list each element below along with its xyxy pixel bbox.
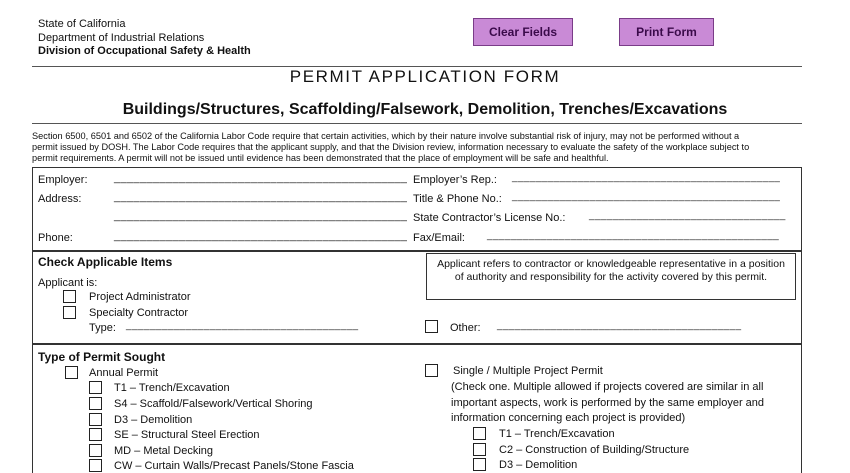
employer-field[interactable]: _____________________________________________	[114, 172, 408, 184]
intro-line: permit requirements. A permit will not be issued until evidence has been demonstrated that the place of employment will be safe and healthful.	[32, 153, 609, 163]
annual-item-label: D3 – Demolition	[114, 414, 193, 426]
address-field[interactable]: _____________________________________________	[114, 191, 408, 203]
phone-field[interactable]: _____________________________________________	[114, 230, 408, 242]
applicant-is-label: Applicant is:	[38, 277, 98, 289]
annual-permit-label: Annual Permit	[89, 367, 159, 379]
intro-line: Section 6500, 6501 and 6502 of the California Labor Code require that certain activities, which by their nature involve substantial risk of injury, may not be performed without a	[32, 131, 740, 141]
project-administrator-checkbox[interactable]	[63, 290, 76, 303]
specialty-contractor-checkbox[interactable]	[63, 306, 76, 319]
title-phone-label: Title & Phone No.:	[413, 193, 502, 205]
single-multiple-desc: information concerning each project is provided)	[451, 412, 686, 424]
intro-paragraph	[32, 131, 802, 164]
address-label: Address:	[38, 193, 82, 205]
type-label: Type:	[89, 322, 116, 334]
annual-item-label: SE – Structural Steel Erection	[114, 429, 260, 441]
address-field-line2[interactable]: _____________________________________________	[114, 210, 408, 222]
intro-line: permit issued by DOSH. The Labor Code requires that the applicant supply, and that the Division review, information necessary to evaluate the safety of the workplace subject to	[32, 142, 750, 152]
fax-email-label: Fax/Email:	[413, 232, 465, 244]
state-license-field[interactable]: _________________________________	[589, 210, 786, 221]
single-multiple-checkbox[interactable]	[425, 364, 438, 377]
fax-email-field[interactable]: _________________________________________________	[487, 230, 780, 241]
single-multiple-desc: important aspects, work is performed by the same employer and	[451, 397, 765, 409]
annual-cw-checkbox[interactable]	[89, 459, 102, 472]
state-license-label: State Contractor’s License No.:	[413, 212, 566, 224]
subtitle-divider	[32, 123, 802, 124]
annual-item-label: MD – Metal Decking	[114, 445, 214, 457]
type-field[interactable]: _______________________________________	[126, 320, 359, 331]
specialty-contractor-label: Specialty Contractor	[89, 307, 189, 319]
single-d3-checkbox[interactable]	[473, 458, 486, 471]
form-title: PERMIT APPLICATION FORM	[289, 67, 561, 86]
single-item-label: D3 – Demolition	[499, 459, 578, 471]
annual-item-label: T1 – Trench/Excavation	[114, 382, 230, 394]
single-multiple-label: Single / Multiple Project Permit	[453, 365, 603, 377]
annual-permit-checkbox[interactable]	[65, 366, 78, 379]
single-c2-checkbox[interactable]	[473, 443, 486, 456]
project-administrator-label: Project Administrator	[89, 291, 191, 303]
form-subtitle: Buildings/Structures, Scaffolding/Falsework, Demolition, Trenches/Excavations	[122, 101, 728, 118]
annual-se-checkbox[interactable]	[89, 428, 102, 441]
employer-label: Employer:	[38, 174, 88, 186]
agency-state: State of California	[38, 18, 126, 30]
annual-item-label: S4 – Scaffold/Falsework/Vertical Shoring	[114, 398, 313, 410]
employers-rep-field[interactable]: _____________________________________________	[512, 172, 781, 183]
applicable-items-heading: Check Applicable Items	[38, 255, 173, 269]
other-checkbox[interactable]	[425, 320, 438, 333]
clear-fields-button[interactable]: Clear Fields	[473, 18, 573, 46]
annual-md-checkbox[interactable]	[89, 444, 102, 457]
permit-type-heading: Type of Permit Sought	[38, 350, 166, 364]
agency-division: Division of Occupational Safety & Health	[38, 45, 251, 57]
employers-rep-label: Employer’s Rep.:	[413, 174, 497, 186]
single-t1-checkbox[interactable]	[473, 427, 486, 440]
single-item-label: C2 – Construction of Building/Structure	[499, 444, 690, 456]
single-item-label: T1 – Trench/Excavation	[499, 428, 615, 440]
annual-item-label: CW – Curtain Walls/Precast Panels/Stone Fascia	[114, 460, 354, 472]
other-label: Other:	[450, 322, 481, 334]
single-multiple-desc: (Check one. Multiple allowed if projects covered are similar in all	[451, 381, 764, 393]
other-field[interactable]: _________________________________________	[497, 320, 742, 331]
title-phone-field[interactable]: _____________________________________________	[512, 191, 781, 202]
annual-t1-checkbox[interactable]	[89, 381, 102, 394]
print-form-button[interactable]: Print Form	[619, 18, 714, 46]
phone-label: Phone:	[38, 232, 73, 244]
annual-d3-checkbox[interactable]	[89, 413, 102, 426]
applicant-note: Applicant refers to contractor or knowledgeable representative in a position of authority and responsibility for the activity covered by this permit.	[426, 253, 796, 300]
annual-s4-checkbox[interactable]	[89, 397, 102, 410]
agency-department: Department of Industrial Relations	[38, 32, 205, 44]
